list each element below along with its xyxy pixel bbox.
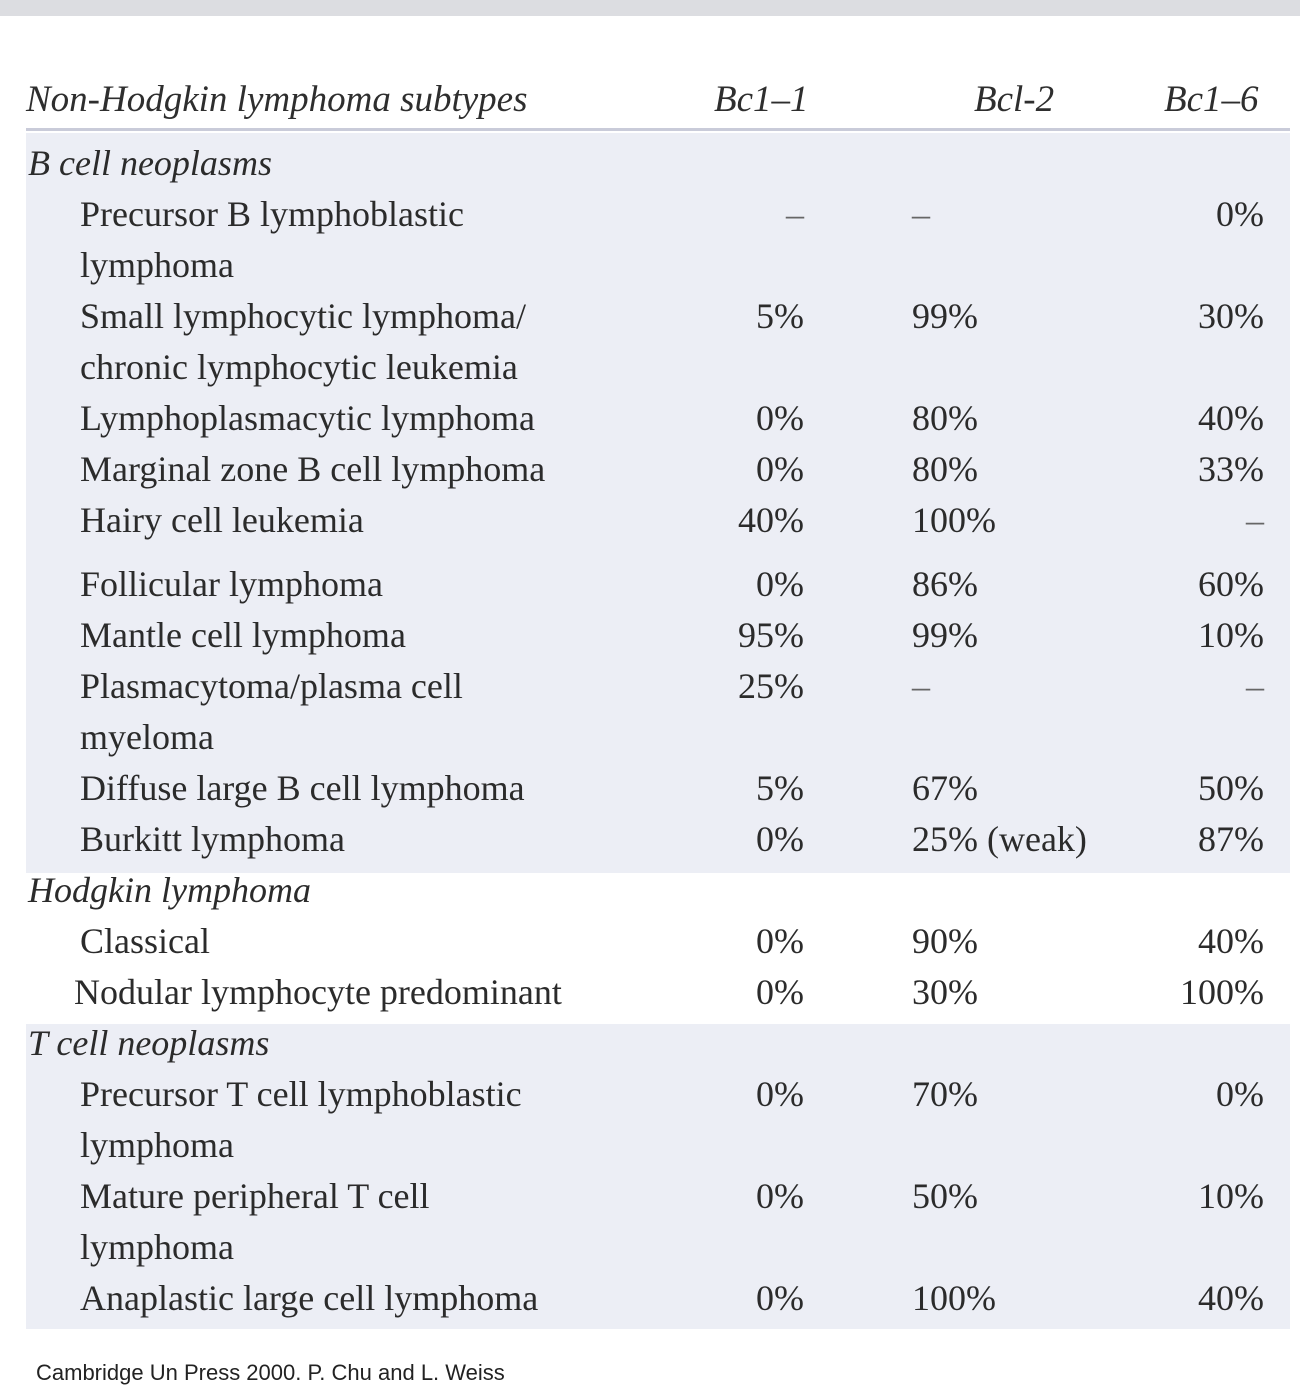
cell-bcl1: 25% — [738, 666, 804, 706]
cell-bcl6: 40% — [1198, 921, 1264, 961]
table-row — [0, 444, 1300, 495]
cell-bcl6: 0% — [1216, 194, 1264, 234]
subtype-name: Precursor B lymphoblastic — [80, 194, 464, 234]
subtype-name: Precursor T cell lymphoblastic — [80, 1074, 522, 1114]
cell-bcl2: 100% — [912, 500, 996, 540]
cell-bcl1: 0% — [756, 398, 804, 438]
table-row — [0, 661, 1300, 712]
section-title: T cell neoplasms — [28, 1023, 270, 1063]
cell-bcl1: 0% — [756, 564, 804, 604]
section-title: B cell neoplasms — [28, 143, 272, 183]
table-row — [0, 291, 1300, 342]
cell-bcl2: 99% — [912, 296, 978, 336]
table-row-continuation — [0, 712, 1300, 763]
cell-bcl2: 25% (weak) — [912, 819, 1087, 859]
table-row — [0, 559, 1300, 610]
cell-bcl6: – — [1246, 666, 1264, 706]
cell-bcl2: 100% — [912, 1278, 996, 1318]
section-title-row — [0, 865, 1300, 916]
subtype-name: Burkitt lymphoma — [80, 819, 345, 859]
section-title-row — [0, 138, 1300, 189]
subtype-name: Mature peripheral T cell — [80, 1176, 430, 1216]
table-row-continuation — [0, 342, 1300, 393]
table-row — [0, 1273, 1300, 1324]
cell-bcl6: 10% — [1198, 1176, 1264, 1216]
cell-bcl2: – — [912, 194, 930, 234]
cell-bcl1: 0% — [756, 1176, 804, 1216]
cell-bcl2: 99% — [912, 615, 978, 655]
cell-bcl1: 40% — [738, 500, 804, 540]
cell-bcl2: 80% — [912, 398, 978, 438]
table-row — [0, 393, 1300, 444]
subtype-name: Marginal zone B cell lymphoma — [80, 449, 546, 489]
cell-bcl6: 33% — [1198, 449, 1264, 489]
subtype-name: Hairy cell leukemia — [80, 500, 364, 540]
cell-bcl6: 0% — [1216, 1074, 1264, 1114]
top-bar — [0, 0, 1300, 16]
table-row — [0, 916, 1300, 967]
cell-bcl2: 80% — [912, 449, 978, 489]
table-header — [26, 72, 1290, 131]
header-bcl2: Bcl-2 — [974, 79, 1055, 120]
table-row — [0, 814, 1300, 865]
source-credit: Cambridge Un Press 2000. P. Chu and L. Weiss — [36, 1360, 505, 1385]
cell-bcl6: – — [1246, 500, 1264, 540]
cell-bcl2: 30% — [912, 972, 978, 1012]
table-row-continuation — [0, 240, 1300, 291]
cell-bcl6: 87% — [1198, 819, 1264, 859]
cell-bcl6: 40% — [1198, 1278, 1264, 1318]
cell-bcl2: 67% — [912, 768, 978, 808]
subtype-name: Nodular lymphocyte predominant — [74, 972, 562, 1012]
cell-bcl6: 10% — [1198, 615, 1264, 655]
cell-bcl2: 86% — [912, 564, 978, 604]
subtype-name: Lymphoplasmacytic lymphoma — [80, 398, 535, 438]
subtype-name: Anaplastic large cell lymphoma — [80, 1278, 539, 1318]
table-row — [0, 763, 1300, 814]
cell-bcl2: 50% — [912, 1176, 978, 1216]
subtype-name: lymphoma — [80, 1227, 234, 1267]
table-row — [0, 189, 1300, 240]
subtype-name: Plasmacytoma/plasma cell — [80, 666, 463, 706]
cell-bcl1: – — [786, 194, 804, 234]
header-bcl1: Bc1–1 — [714, 79, 809, 120]
subtype-name: Follicular lymphoma — [80, 564, 383, 604]
cell-bcl2: 70% — [912, 1074, 978, 1114]
subtype-name: Small lymphocytic lymphoma/ — [80, 296, 526, 336]
subtype-name: Mantle cell lymphoma — [80, 615, 406, 655]
cell-bcl1: 0% — [756, 449, 804, 489]
cell-bcl1: 5% — [756, 768, 804, 808]
cell-bcl1: 5% — [756, 296, 804, 336]
table-row — [0, 610, 1300, 661]
cell-bcl2: – — [912, 666, 930, 706]
cell-bcl1: 95% — [738, 615, 804, 655]
subtype-name: lymphoma — [80, 245, 234, 285]
cell-bcl1: 0% — [756, 1074, 804, 1114]
table-row-continuation — [0, 1222, 1300, 1273]
section-title-row — [0, 1018, 1300, 1069]
subtype-name: myeloma — [80, 717, 214, 757]
subtype-name: chronic lymphocytic leukemia — [80, 347, 518, 387]
subtype-name: Classical — [80, 921, 210, 961]
table-row — [0, 1069, 1300, 1120]
cell-bcl6: 30% — [1198, 296, 1264, 336]
cell-bcl6: 50% — [1198, 768, 1264, 808]
cell-bcl1: 0% — [756, 1278, 804, 1318]
subtype-name: Diffuse large B cell lymphoma — [80, 768, 525, 808]
table-row — [0, 967, 1300, 1018]
section-title: Hodgkin lymphoma — [28, 870, 311, 910]
cell-bcl6: 60% — [1198, 564, 1264, 604]
table-row — [0, 1171, 1300, 1222]
subtype-name: lymphoma — [80, 1125, 234, 1165]
cell-bcl1: 0% — [756, 819, 804, 859]
cell-bcl6: 100% — [1180, 972, 1264, 1012]
cell-bcl2: 90% — [912, 921, 978, 961]
header-subtypes: Non-Hodgkin lymphoma subtypes — [26, 79, 528, 120]
header-bcl6: Bc1–6 — [1164, 79, 1259, 120]
cell-bcl6: 40% — [1198, 398, 1264, 438]
table-row-continuation — [0, 1120, 1300, 1171]
cell-bcl1: 0% — [756, 972, 804, 1012]
table-row — [0, 495, 1300, 546]
cell-bcl1: 0% — [756, 921, 804, 961]
